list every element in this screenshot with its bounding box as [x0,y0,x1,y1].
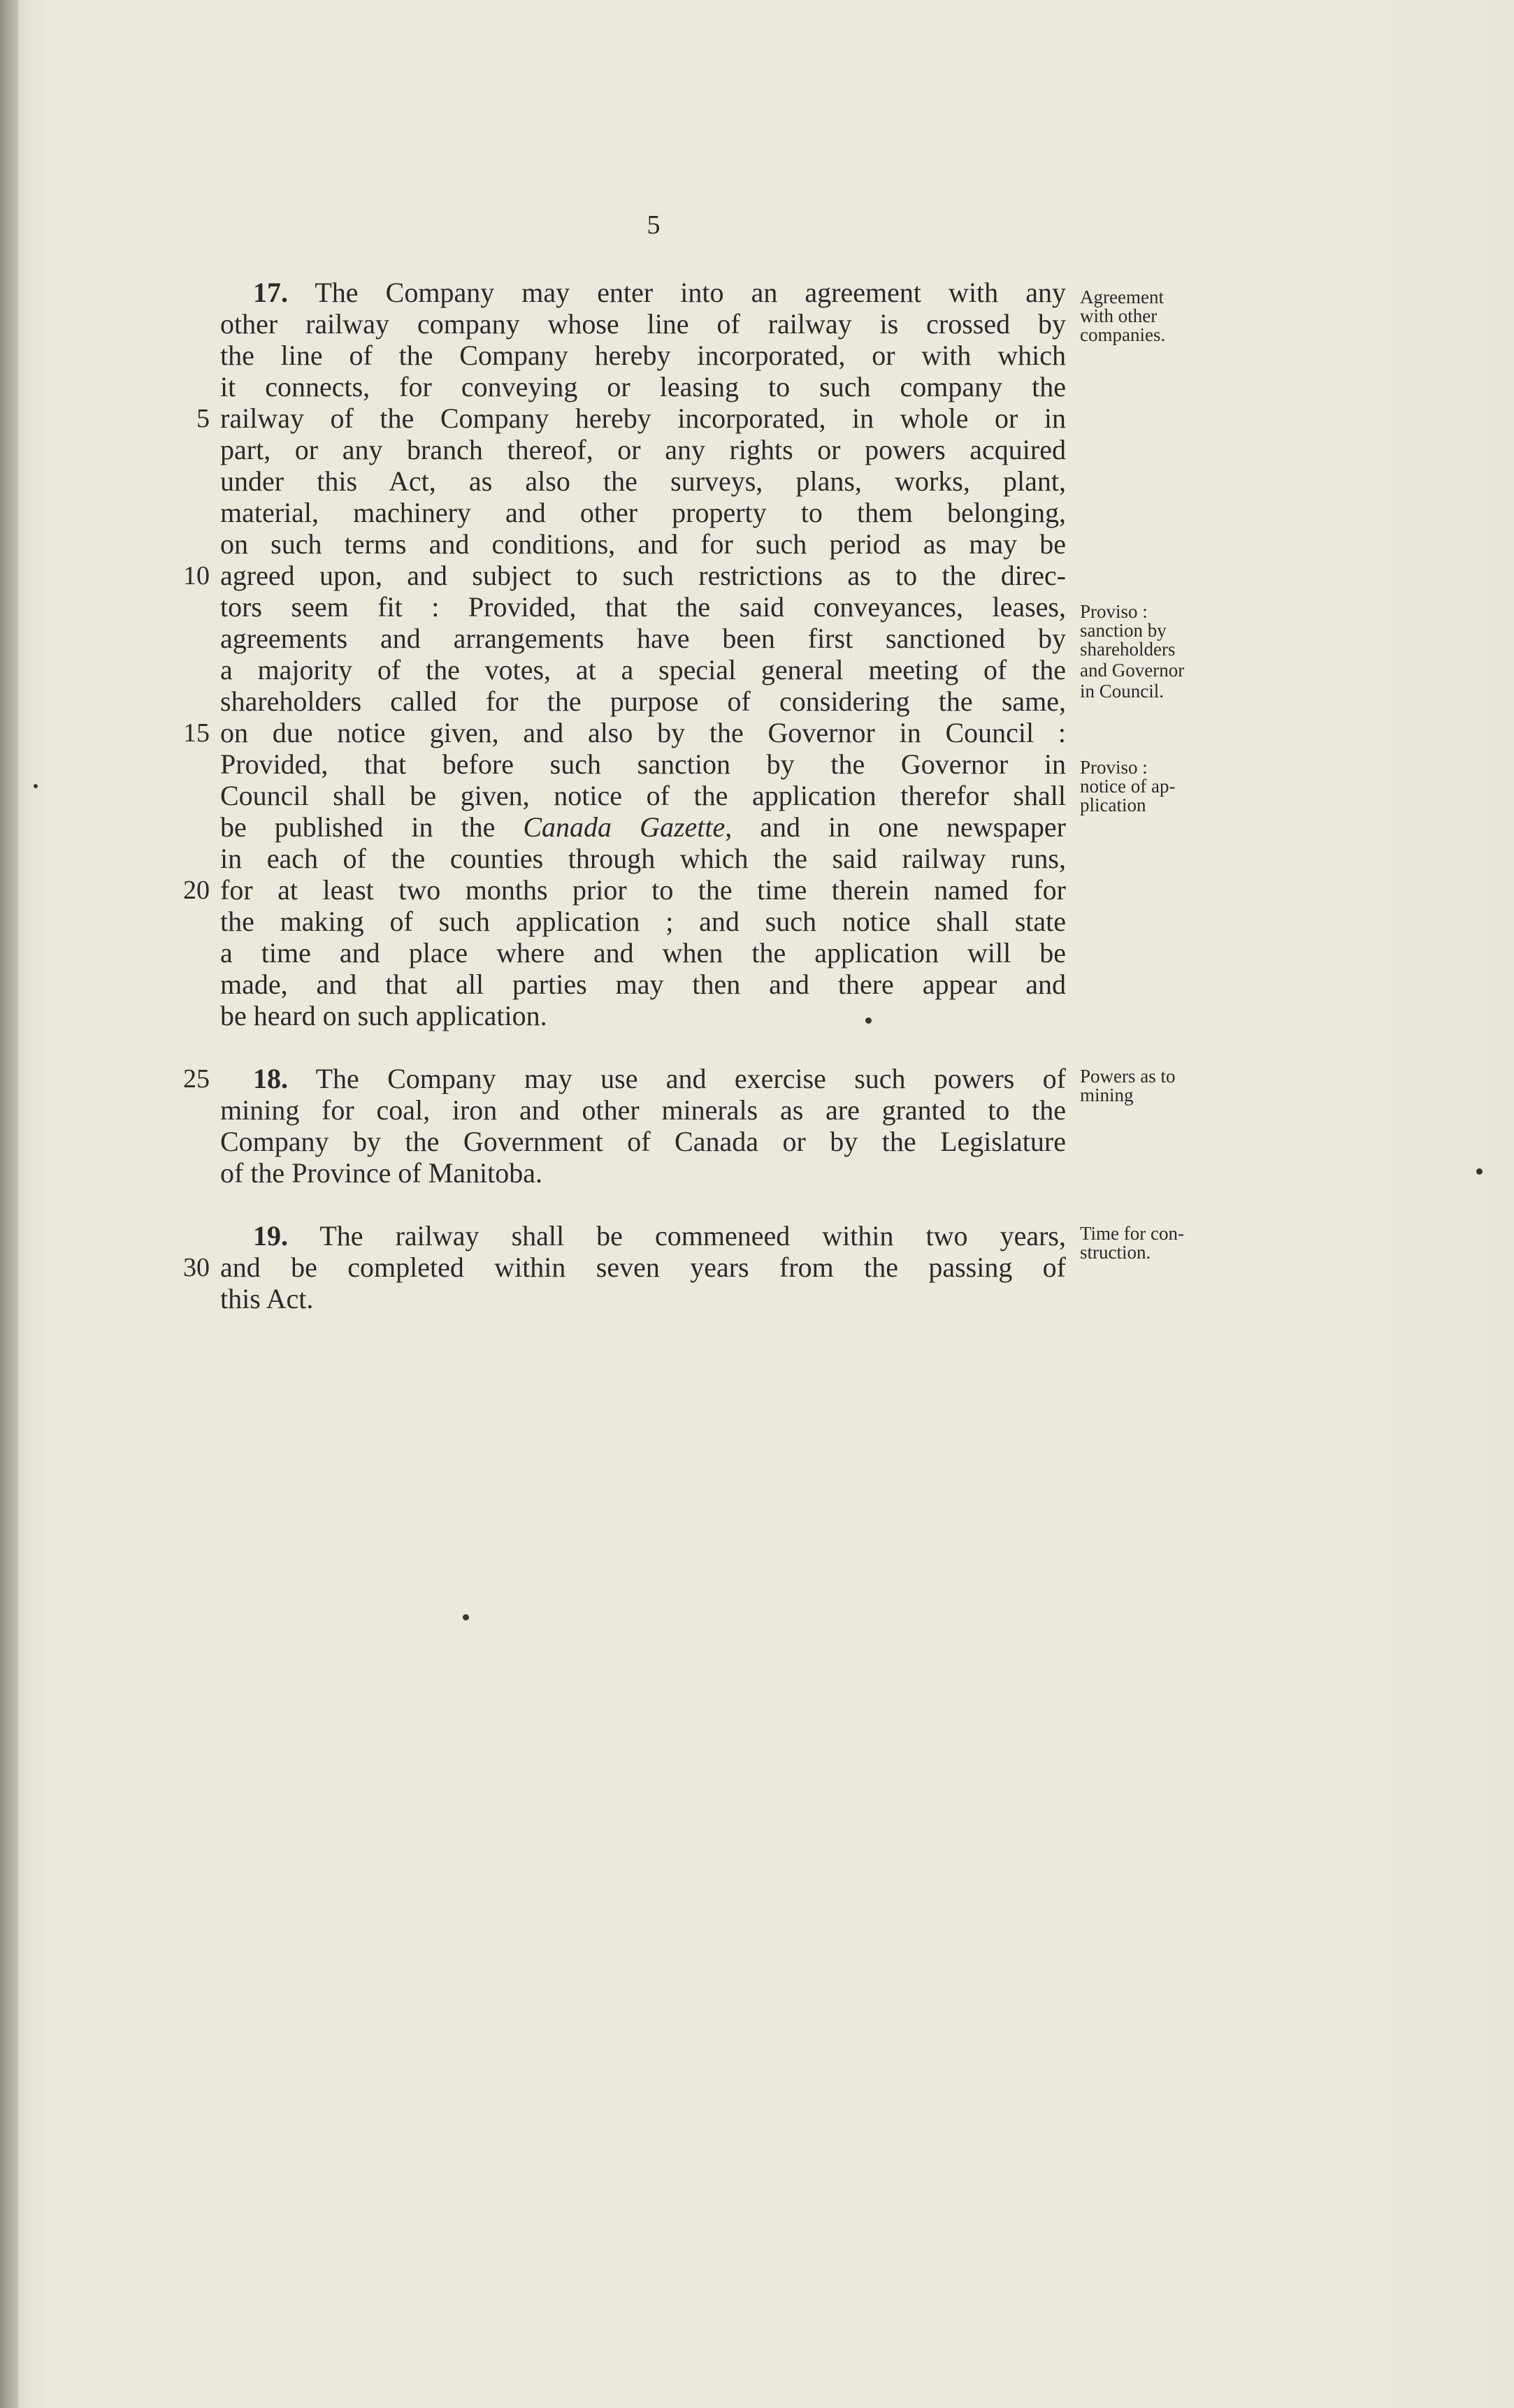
line-number: 15 [183,718,210,748]
text-line: on due notice given, and also by the Governor in Council : [220,717,1066,748]
section-number: 19. [253,1220,288,1252]
italic-title: Canada Gazette [523,811,726,843]
text-line: material, machinery and other property to them belonging, [220,497,1066,528]
paper-speck [865,1017,872,1024]
text-line: in each of the counties through which the said railway runs, [220,843,1066,874]
text-line: the making of such application ; and such notice shall state [220,906,1066,937]
text-line-content: The Company may enter into an agreement with any [315,277,1067,308]
text-line: under this Act, as also the surveys, plans, works, plant, [220,465,1066,497]
text-line: mining for coal, iron and other minerals as are granted to the [220,1094,1066,1126]
text-line: be published in the Canada Gazette, and in one newspaper [220,811,1067,843]
paper-speck [463,1614,469,1620]
line-number: 25 [183,1064,210,1094]
margin-note: sanction by [1080,620,1167,641]
margin-note: Proviso : [1080,601,1148,622]
text-line: of the Province of Manitoba. [220,1157,542,1189]
text-line: on such terms and conditions, and for such period as may be [220,528,1066,560]
line-number: 10 [183,561,210,590]
margin-note: Powers as to [1080,1066,1176,1087]
text-line: other railway company whose line of railway is crossed by [220,308,1066,340]
text-line: a majority of the votes, at a special general meeting of the [220,654,1066,686]
text-line: it connects, for conveying or leasing to such company the [220,371,1066,402]
text-line: for at least two months prior to the time therein named for [220,874,1066,906]
text-line: tors seem fit : Provided, that the said conveyances, leases, [220,591,1066,623]
text-line: Council shall be given, notice of the application therefor shall [220,780,1066,811]
text-line: the line of the Company hereby incorporated, or with which [220,340,1066,371]
text-line: part, or any branch thereof, or any rights or powers acquired [220,434,1066,465]
margin-note: mining [1080,1085,1134,1105]
text-line: made, and that all parties may then and there appear and [220,969,1066,1000]
margin-note: Agreement [1080,287,1164,307]
text-line: Provided, that before such sanction by the Governor in [220,748,1066,780]
text-line: shareholders called for the purpose of considering the same, [220,686,1066,717]
text-line: 19. The railway shall be commeneed within two years, [253,1220,1066,1252]
margin-note: in Council. [1080,681,1164,702]
margin-note: and Governor [1080,660,1185,681]
text-line: and be completed within seven years from the passing of [220,1252,1066,1283]
text-line: 18. The Company may use and exercise such powers of [253,1063,1066,1094]
margin-note: companies. [1080,324,1166,345]
line-number: 5 [196,404,210,433]
text-line: Company by the Government of Canada or by the Legislature [220,1126,1066,1157]
page-binding-edge [0,0,18,2408]
margin-note: shareholders [1080,639,1176,660]
margin-note: Time for con- [1080,1223,1184,1244]
section-number: 18. [253,1063,288,1094]
text-line: agreements and arrangements have been first sanctioned by [220,623,1066,654]
text-line: 17. The Company may enter into an agreement with any [253,277,1067,308]
margin-note: plication [1080,795,1146,815]
text-line: a time and place where and when the application will be [220,937,1066,969]
margin-note: with other [1080,305,1158,326]
line-number: 30 [183,1253,210,1282]
text-line: this Act. [220,1283,314,1314]
page-number: 5 [647,210,661,240]
text-line: agreed upon, and subject to such restrictions as to the direc- [220,560,1066,591]
paper-speck [34,784,38,788]
paper-speck [1476,1168,1483,1175]
margin-note: notice of ap- [1080,776,1176,797]
line-number: 20 [183,876,210,905]
text-line: railway of the Company hereby incorporated, in whole or in [220,402,1066,434]
text-line: be heard on such application. [220,1000,547,1031]
margin-note: struction. [1080,1242,1151,1263]
margin-note: Proviso : [1080,757,1148,778]
